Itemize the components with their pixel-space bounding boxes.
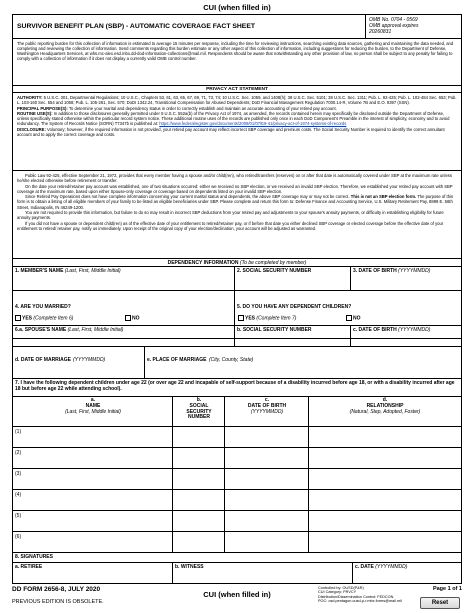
table-row[interactable]: [13, 490, 173, 511]
title-row: [13, 15, 461, 39]
intro-text: [17, 173, 457, 232]
table-cell[interactable]: [309, 532, 461, 553]
spouse-ssn-field[interactable]: [235, 325, 351, 347]
children-yes-checkbox[interactable]: [238, 315, 244, 321]
page-number: Page 1 of 1: [432, 586, 462, 592]
table-cell[interactable]: [173, 469, 225, 490]
form-id: DD FORM 2656-8, JULY 2020: [12, 586, 101, 593]
table-cell[interactable]: [225, 469, 309, 490]
intro-paragraph: If you did not have a spouse or dependent child(ren) as of the effective date of your entitlement to retired/retainer pay, or if before that date you either declined SBP coverage or elected coverage before the effective date of your entitlement to retired/ retainer pay, notify us immediately. Upon receipt of the original copy of your election/declination, your account will be adjusted as warranted.: [17, 220, 444, 231]
row-number: (6): [15, 534, 22, 540]
purpose-label: PRINCIPAL PURPOSE(S):: [17, 105, 68, 111]
col-ssn-letter: b.: [196, 397, 202, 403]
purpose-paragraph: [17, 106, 457, 111]
table-cell[interactable]: [173, 490, 225, 511]
intro-text-part: The purpose of this form is to obtain a listing of all eligible members of your family to be listed as eligible beneficiaries under SBP. Please complete and return this form to: Defense Finance and Accounting Service, U.S. Military Retirement Pay, 8899 E. 56th Street, Indianapolis, IN 46249-1200.: [17, 194, 454, 210]
retiree-label: a. RETIREE: [15, 564, 43, 570]
col-ssn-text2: SECURITY: [186, 408, 212, 415]
omb-number: OMB No. 0704 - 0569: [369, 17, 418, 23]
dissemination-control: Distribution/Dissemination Control: FEDCON: [318, 594, 394, 599]
row-number: (1): [15, 429, 22, 435]
married-yes-label: YES: [22, 315, 33, 322]
table-row[interactable]: [13, 511, 173, 532]
spouse-dob-note: (YYYYMMDD): [396, 327, 431, 333]
retiree-signature-field[interactable]: [13, 563, 173, 584]
table-cell[interactable]: [309, 511, 461, 532]
spouse-dob-field[interactable]: [351, 325, 461, 347]
children-no-option[interactable]: [346, 315, 361, 321]
dependency-heading: [13, 258, 461, 267]
signature-date-field[interactable]: [353, 563, 461, 584]
routine-use-text: In addition to those disclosures generally permitted under 5 U.S.C. 552a(b) of the Privacy Act of 1974, as amended, the records contained herein may specifically be disclosed outside the Department of Defense, unless specifically stated otherwise within the particular record system notice. These additional routine uses of the records are published only once in each DoD Component's Preamble in the interest of simplicity, economy and to avoid redundancy. The System of Records Notice (SORN) T7347b is published at:: [17, 111, 450, 127]
witness-label: b. WITNESS: [175, 564, 204, 570]
table-cell[interactable]: [173, 532, 225, 553]
form-footer: [12, 586, 462, 613]
married-yes-checkbox[interactable]: [15, 315, 21, 321]
married-no-checkbox[interactable]: [125, 315, 131, 321]
intro-paragraph: You are not required to provide this information, but failure to do so may result in incorrect SBP deductions from your retired pay and adjustments to your spouse's annuity payments, or difficulty in establishing eligibility for future annuity payments.: [17, 210, 444, 221]
children-no-checkbox[interactable]: [346, 315, 352, 321]
privacy-act-statement: [17, 95, 457, 137]
poc-email: POC: osd.pentagon.ousd-p-r.mbx.forms@mail.mil: [318, 599, 402, 604]
marriage-place-note: (City, County, State): [209, 357, 254, 363]
children-yes-label: YES: [245, 315, 256, 322]
disclosure-text: Voluntary; however, if the required information is not provided, your retired pay account may reflect incorrect SBP coverage and premium costs. The Social Security Number is required to identify the correct annuitant account and to apply the correct coverage and costs.: [17, 126, 445, 137]
member-dob-field[interactable]: [351, 267, 461, 291]
witness-signature-field[interactable]: [173, 563, 353, 584]
table-cell[interactable]: [309, 448, 461, 469]
table-cell[interactable]: [225, 427, 309, 448]
table-row[interactable]: [13, 448, 173, 469]
children-yes-note: (Complete Item 7): [255, 315, 297, 322]
married-yes-option[interactable]: [15, 315, 73, 321]
authority-text: 5 U.S.C. 301, Departmental Regulations; 10 U.S.C., Chapters 53, 61, 63, 65, 67, 69, 71, 73, 74; 10 U.S.C. Sec. 1059, and 1408(h); 38 U.S.C. Sec. 5101; 38 U.S.C. Sec. 1311; Pub. L. 92-425; Pub. L. 102-484 Sec. 653; Pub. L. 103-160 Sec. 554 and 1058; Pub. L. 105-261, Sec. 570; DoDI 1342.24, Transitional Compensation for Abused Dependents; DoD Financial Management Regulation 7000.14-R, Volume 7B and E.O. 9397 (SSN).: [17, 95, 457, 106]
children-yes-option[interactable]: [238, 315, 296, 321]
col-dob-letter: c.: [264, 397, 270, 403]
row-number: (2): [15, 450, 22, 456]
omb-approval: OMB approval expires: [369, 23, 419, 30]
table-cell[interactable]: [225, 448, 309, 469]
col-dob-text: DATE OF BIRTH: [247, 402, 287, 409]
cui-category: CUI Category: PRVCY: [318, 590, 357, 595]
spouse-name-field[interactable]: [13, 325, 235, 347]
col-relationship-note: (Natural, Step, Adopted, Foster): [349, 408, 421, 415]
spouse-ssn-label: b. SOCIAL SECURITY NUMBER: [237, 327, 312, 333]
omb-expiry: 20260831: [369, 29, 392, 36]
member-ssn-label: 2. SOCIAL SECURITY NUMBER: [237, 268, 312, 274]
signatures-label: 8. SIGNATURES: [15, 554, 53, 560]
member-name-note: (Last, First, Middle Initial): [63, 268, 121, 274]
member-name-field[interactable]: [13, 267, 235, 291]
col-relationship-letter: d.: [382, 397, 388, 403]
col-ssn-text3: NUMBER: [188, 414, 210, 421]
col-relationship-text: RELATIONSHIP: [366, 402, 404, 409]
married-label: 4. ARE YOU MARRIED?: [15, 304, 71, 310]
table-row[interactable]: [13, 427, 173, 448]
signature-date-label: c. DATE: [355, 564, 374, 570]
col-name-title: [13, 398, 173, 415]
row-number: (5): [15, 513, 22, 519]
cui-banner-top: CUI (when filled in): [203, 3, 271, 12]
cui-banner-bottom: CUI (when filled in): [203, 590, 271, 599]
table-cell[interactable]: [173, 448, 225, 469]
married-no-label: NO: [132, 315, 140, 322]
married-no-option[interactable]: [125, 315, 140, 321]
table-cell[interactable]: [309, 469, 461, 490]
form-frame: [12, 14, 462, 584]
marriage-date-label: d. DATE OF MARRIAGE: [15, 357, 72, 363]
spouse-name-label: 6.a. SPOUSE'S NAME: [15, 327, 67, 333]
signatures-heading: [13, 553, 461, 563]
sorn-link[interactable]: https://www.federalregister.gov/documents/2009/01/07/E9-41/privacy-act-of-1974-systems-of-records: [159, 121, 347, 127]
burden-statement: The public reporting burden for this collection of information is estimated to average 15 minutes per response, including the time for reviewing instructions, searching existing data sources, gathering and maintaining the data needed, and completing and reviewing the collection of information. Send comments regarding this burden estimate or any other aspect of this collection of information, including suggestions for reducing the burden, to the Department of Defense, Washington Headquarters Services, at whs.mc-alex.esd.mbx.dd-dod-information-collections@mail.mil. Respondents should be aware that notwithstanding any other provision of law, no person shall be subject to any penalty for failing to comply with a collection of information if it does not display a currently valid OMB control number.: [17, 41, 454, 62]
col-name-note: (Last, First, Middle Initial): [65, 408, 121, 415]
table-cell[interactable]: [225, 490, 309, 511]
col-relationship-title: [309, 398, 461, 415]
col-dob-title: [225, 398, 309, 415]
routine-use-paragraph: [17, 111, 457, 126]
member-ssn-field[interactable]: [235, 267, 351, 291]
col-ssn-title: [173, 398, 225, 421]
col-ssn-text1: SOCIAL: [189, 402, 209, 409]
disclosure-label: DISCLOSURE:: [17, 126, 46, 132]
spouse-name-note: (Last, First, Middle Initial): [66, 327, 124, 333]
controlled-by: Controlled by: OUSD(P&R): [318, 586, 364, 590]
table-row[interactable]: [13, 532, 173, 553]
children-no-label: NO: [353, 315, 361, 322]
privacy-act-heading: PRIVACY ACT STATEMENT: [13, 85, 461, 93]
intro-paragraph: [17, 194, 457, 209]
signature-date-note: (YYYYMMDD): [373, 564, 408, 570]
col-dob-note: (YYYYMMDD): [250, 408, 284, 415]
married-yes-note: (Complete Item 6): [32, 315, 74, 322]
table-cell[interactable]: [173, 511, 225, 532]
col-name-text: NAME: [85, 402, 101, 409]
intro-paragraph: On the date your retired/retainer pay account was established, one of two situations occurred: either we received no SBP election, or we received an invalid SBP election. Therefore, we established your retired pay account with SBP coverage at the maximum rate, based upon either Spouse-only coverage or coverage based on dependents listed on your invalid SBP election.: [17, 183, 453, 194]
marriage-place-field[interactable]: [145, 347, 461, 379]
col-name-letter: a.: [90, 397, 96, 403]
marriage-date-note: (YYYYMMDD): [73, 357, 106, 363]
table-cell[interactable]: [309, 427, 461, 448]
member-dob-label: 3. DATE OF BIRTH: [353, 268, 397, 274]
row-number: (3): [15, 471, 22, 477]
intro-text-part: Since Retired Pay Operations does not have complete information concerning your current marital status and dependents, the above SBP coverage may or may not be correct.: [25, 194, 351, 200]
table-cell[interactable]: [173, 427, 225, 448]
not-election-notice: This is not an SBP election form.: [350, 194, 417, 200]
routine-use-label: ROUTINE USE(S):: [17, 111, 53, 117]
children-label: 5. DO YOU HAVE ANY DEPENDENT CHILDREN?: [237, 304, 352, 310]
purpose-text: To determine your marital and dependency status in order to correctly establish and maintain an accurate accounting of your retired pay account.: [67, 105, 337, 111]
children-statement-text: 7. I have the following dependent children under age 22 (or over age 22 and incapable of self-support because of a disability incurred before age 18, or with a disability incurred after age 18 but before age 22 while attending school).: [15, 380, 455, 392]
form-title: SURVIVOR BENEFIT PLAN (SBP) - AUTOMATIC COVERAGE FACT SHEET: [17, 23, 256, 30]
table-cell[interactable]: [225, 532, 309, 553]
previous-edition-note: PREVIOUS EDITION IS OBSOLETE.: [12, 599, 104, 605]
marriage-date-field[interactable]: [13, 347, 145, 379]
authority-label: AUTHORITY:: [17, 95, 43, 100]
divider-line: [13, 170, 461, 171]
form-page: [12, 0, 462, 613]
marriage-place-label: e. PLACE OF MARRIAGE: [147, 357, 207, 363]
authority-paragraph: [17, 95, 457, 105]
dependency-note: (To be completed by member): [238, 260, 307, 266]
disclosure-paragraph: [17, 127, 457, 137]
member-dob-note: (YYYYMMDD): [396, 268, 431, 274]
reset-button[interactable]: Reset: [420, 597, 460, 609]
table-cell[interactable]: [225, 511, 309, 532]
dependency-title: DEPENDENCY INFORMATION: [167, 260, 239, 266]
spouse-dob-label: c. DATE OF BIRTH: [353, 327, 397, 333]
table-cell[interactable]: [309, 490, 461, 511]
table-row[interactable]: [13, 469, 173, 490]
children-statement: [13, 379, 461, 397]
cui-control-block: [318, 586, 422, 604]
intro-paragraph: Public Law 92-425, effective September 21, 1972, provides that every member having a spouse and/or child(ren), who retired/transfers (reserves) on or after that date is automatically covered under SBP at the maximum rate unless he/she elected otherwise before retirement or transfer.: [17, 173, 452, 184]
member-name-label: 1. MEMBER'S NAME: [15, 268, 64, 274]
omb-box: [365, 15, 461, 39]
row-number: (4): [15, 492, 22, 498]
